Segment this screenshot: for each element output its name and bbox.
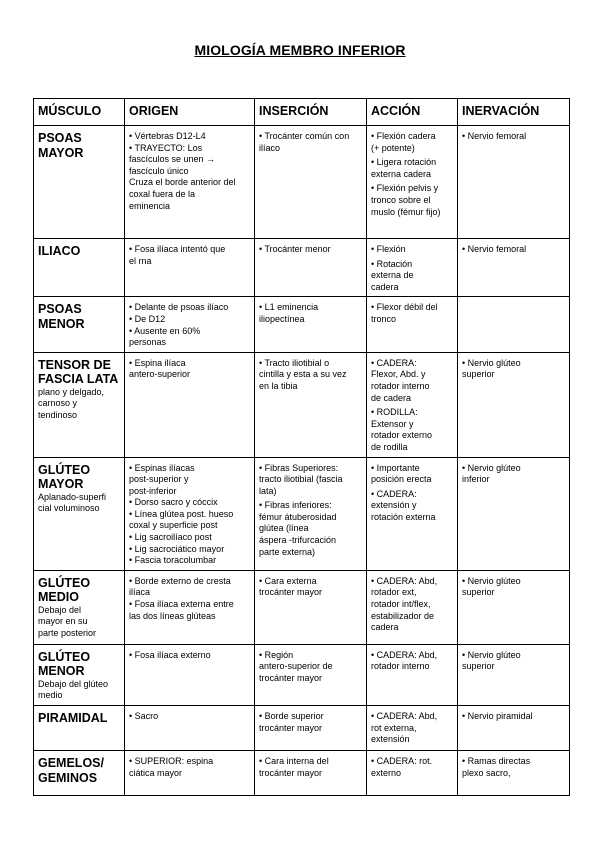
origen-cell [125, 570, 255, 644]
muscle-name: MAYOR [38, 477, 84, 491]
inervacion-cell [458, 239, 570, 297]
table-row [34, 126, 570, 239]
origen-line: fascículos se unen → [129, 154, 216, 165]
accion-line: Extensor y [371, 418, 414, 429]
insercion-line: ilíaco [259, 142, 281, 153]
insercion-cell [255, 751, 367, 796]
muscle-description: tendinoso [38, 409, 78, 420]
insercion-line: trocánter mayor [259, 722, 323, 733]
accion-line: • Ligera rotación [371, 157, 437, 168]
muscle-name: TENSOR DE [38, 357, 111, 372]
insercion-line: • Tracto iliotibial o [259, 357, 330, 368]
accion-line: • CADERA: Abd, [371, 575, 438, 586]
muscle-description: parte posterior [38, 628, 97, 639]
muscle-description: plano y delgado, [38, 386, 105, 397]
muscle-description: mayor en su [38, 616, 88, 627]
accion-line: rotador ext, [371, 587, 417, 598]
origen-line: coxal fuera de la [129, 188, 196, 199]
table-row [34, 239, 570, 297]
accion-cell [367, 751, 458, 796]
accion-line: externa de [371, 270, 414, 281]
accion-cell [367, 706, 458, 751]
origen-line: personas [129, 337, 167, 348]
origen-line: post-superior y [129, 474, 189, 485]
accion-cell [367, 239, 458, 297]
insercion-line: • Trocánter común con [259, 131, 350, 141]
origen-line: • Ausente en 60% [129, 325, 201, 336]
origen-line: • Vértebras D12-L4 [129, 131, 206, 141]
accion-line: externo [371, 767, 402, 778]
accion-line: de rodilla [371, 441, 408, 452]
accion-cell [367, 457, 458, 570]
origen-line: post-inferior [129, 485, 177, 496]
origen-line: • Dorso sacro y cóccix [129, 497, 218, 508]
accion-line: rotador interno [371, 380, 430, 391]
origen-line: • Línea glútea post. hueso [129, 508, 234, 519]
accion-line: • Flexión [371, 244, 406, 254]
inervacion-line: • Nervio glúteo [462, 357, 521, 368]
insercion-line: tracto iliotibial (fascia [259, 474, 343, 485]
muscle-name-cell [34, 239, 125, 297]
origen-cell [125, 457, 255, 570]
accion-line: • CADERA: Abd, [371, 711, 438, 722]
inervacion-cell [458, 644, 570, 705]
inervacion-cell [458, 352, 570, 457]
accion-line: • CADERA: [371, 357, 417, 368]
accion-line: de cadera [371, 392, 412, 403]
insercion-line: lata) [259, 485, 277, 496]
origen-line: • Fosa ilíaca intentó que [129, 244, 226, 254]
insercion-cell [255, 644, 367, 705]
table-row [34, 644, 570, 705]
accion-line: cadera [371, 281, 399, 292]
insercion-line: • Trocánter menor [259, 244, 331, 254]
muscle-description: Aplanado-superfi [38, 491, 107, 502]
insercion-cell [255, 297, 367, 352]
accion-cell [367, 352, 458, 457]
table-row [34, 706, 570, 751]
accion-line: estabilizador de [371, 610, 435, 621]
inervacion-line: • Nervio glúteo [462, 649, 521, 660]
accion-line: • Flexión cadera [371, 131, 436, 141]
accion-cell [367, 644, 458, 705]
origen-line: eminencia [129, 200, 171, 211]
accion-line: externa cadera [371, 168, 432, 179]
muscle-table [33, 98, 570, 796]
muscle-name: PSOAS [38, 131, 82, 145]
header-insercion: INSERCIÓN [255, 99, 367, 126]
header-accion: ACCIÓN [367, 99, 458, 126]
header-musculo: MÚSCULO [34, 99, 125, 126]
accion-line: tronco [371, 313, 397, 324]
origen-line: • De D12 [129, 313, 166, 324]
accion-line: • Rotación [371, 258, 413, 269]
origen-cell [125, 352, 255, 457]
inervacion-line: • Nervio femoral [462, 244, 527, 254]
origen-line: • Lig sacrociático mayor [129, 543, 225, 554]
origen-line: Cruza el borde anterior del [129, 177, 236, 188]
muscle-name: ILIACO [38, 244, 81, 258]
header-origen: ORIGEN [125, 99, 255, 126]
table-row [34, 352, 570, 457]
table-row [34, 570, 570, 644]
accion-line: extensión y [371, 500, 417, 511]
origen-line: las dos líneas glúteas [129, 610, 216, 621]
page-title: MIOLOGÍA MEMBRO INFERIOR [194, 42, 406, 58]
inervacion-cell [458, 457, 570, 570]
muscle-name: MEDIO [38, 590, 79, 605]
muscle-name-cell [34, 751, 125, 796]
insercion-cell [255, 239, 367, 297]
inervacion-line: superior [462, 369, 495, 380]
muscle-name: GLÚTEO [38, 575, 91, 590]
muscle-name: MENOR [38, 664, 85, 679]
accion-line: • Flexor débil del [371, 302, 438, 313]
muscle-name: MENOR [38, 316, 85, 331]
origen-line: • Espinas ilíacas [129, 462, 195, 473]
muscle-name: FASCIA LATA [38, 372, 119, 387]
accion-line: posición erecta [371, 474, 432, 485]
insercion-cell [255, 570, 367, 644]
accion-line: • CADERA: Abd, [371, 649, 438, 660]
insercion-cell [255, 126, 367, 239]
origen-cell [125, 126, 255, 239]
accion-line: • Importante [371, 462, 420, 473]
accion-line: rot externa, [371, 722, 417, 733]
accion-line: rotación externa [371, 511, 436, 522]
muscle-description: carnoso y [38, 398, 78, 409]
insercion-cell [255, 352, 367, 457]
insercion-line: parte externa) [259, 546, 316, 557]
accion-line: tronco sobre el [371, 194, 431, 205]
inervacion-line: • Nervio glúteo [462, 462, 521, 473]
origen-line: el rna [129, 255, 152, 266]
accion-line: rotador interno [371, 661, 430, 672]
insercion-line: • Fibras Superiores: [259, 462, 339, 473]
muscle-description: Debajo del [38, 604, 82, 615]
origen-line: coxal y superficie post [129, 520, 218, 531]
accion-line: rotador int/flex, [371, 599, 431, 610]
accion-line: extensión [371, 734, 410, 745]
muscle-name-cell [34, 297, 125, 352]
accion-line: • RODILLA: [371, 407, 418, 418]
accion-line: rotador externo [371, 430, 433, 441]
muscle-name: MAYOR [38, 145, 84, 160]
insercion-line: • Borde superior [259, 711, 324, 722]
inervacion-line: • Ramas directas [462, 756, 531, 767]
origen-line: • Fosa ilíaca externo [129, 649, 211, 660]
origen-cell [125, 751, 255, 796]
insercion-line: cintilla y esta a su vez [259, 369, 347, 380]
origen-cell [125, 644, 255, 705]
insercion-line: • Región [259, 649, 294, 660]
inervacion-line: • Nervio glúteo [462, 575, 521, 586]
muscle-name-cell [34, 644, 125, 705]
muscle-name: GEMINOS [38, 770, 98, 785]
origen-line: • TRAYECTO: Los [129, 142, 203, 153]
accion-line: • Flexión pelvis y [371, 183, 439, 194]
accion-line: cadera [371, 622, 399, 633]
muscle-name-cell [34, 457, 125, 570]
header-row [34, 99, 570, 126]
insercion-line: glútea (línea [259, 523, 309, 534]
accion-line: Flexor, Abd. y [371, 369, 426, 380]
header-inervacion: INERVACIÓN [458, 99, 570, 126]
inervacion-cell [458, 706, 570, 751]
insercion-line: • Cara externa [259, 575, 317, 586]
accion-line: (+ potente) [371, 142, 415, 153]
muscle-name: GLÚTEO [38, 649, 91, 664]
table-row [34, 297, 570, 352]
origen-cell [125, 706, 255, 751]
origen-line: • Sacro [129, 711, 159, 722]
muscle-description: Debajo del glúteo [38, 678, 109, 689]
origen-cell [125, 297, 255, 352]
origen-line: • Lig sacroilíaco post [129, 532, 212, 543]
inervacion-line: inferior [462, 474, 490, 485]
inervacion-line: plexo sacro, [462, 767, 511, 778]
muscle-description: medio [38, 690, 63, 701]
insercion-line: • L1 eminencia [259, 302, 319, 313]
accion-line: • CADERA: rot. [371, 756, 433, 767]
muscle-description: cial voluminoso [38, 503, 100, 514]
muscle-name: PSOAS [38, 302, 82, 317]
accion-line: muslo (fémur fijo) [371, 206, 441, 217]
insercion-line: trocánter mayor [259, 587, 323, 598]
insercion-line: trocánter mayor [259, 673, 323, 684]
origen-line: fascículo único [129, 165, 189, 176]
inervacion-cell [458, 297, 570, 352]
origen-line: • Fascia toracolumbar [129, 555, 217, 566]
origen-line: antero-superior [129, 369, 191, 380]
muscle-name-cell [34, 352, 125, 457]
muscle-name: GEMELOS/ [38, 756, 104, 771]
inervacion-cell [458, 751, 570, 796]
insercion-cell [255, 457, 367, 570]
muscle-name: PIRAMIDAL [38, 711, 108, 726]
inervacion-line: superior [462, 587, 495, 598]
muscle-name: GLÚTEO [38, 462, 91, 477]
inervacion-cell [458, 570, 570, 644]
origen-line: • SUPERIOR: espina [129, 756, 214, 767]
origen-cell [125, 239, 255, 297]
origen-line: • Delante de psoas ilíaco [129, 302, 229, 313]
insercion-line: • Cara interna del [259, 756, 329, 767]
insercion-line: iliopectínea [259, 313, 305, 324]
inervacion-line: • Nervio femoral [462, 131, 527, 141]
muscle-name-cell [34, 706, 125, 751]
insercion-line: antero-superior de [259, 661, 333, 672]
inervacion-line: • Nervio piramidal [462, 711, 533, 722]
origen-line: • Borde externo de cresta [129, 575, 231, 586]
table-row [34, 751, 570, 796]
muscle-name-cell [34, 126, 125, 239]
insercion-line: trocánter mayor [259, 767, 323, 778]
insercion-cell [255, 706, 367, 751]
insercion-line: fémur átuberosidad [259, 511, 337, 522]
inervacion-cell [458, 126, 570, 239]
insercion-line: áspera -trifurcación [259, 535, 337, 546]
origen-line: • Espina ilíaca [129, 357, 186, 368]
accion-line: • CADERA: [371, 488, 417, 499]
accion-cell [367, 126, 458, 239]
insercion-line: en la tibia [259, 380, 298, 391]
accion-cell [367, 570, 458, 644]
origen-line: ciática mayor [129, 767, 183, 778]
table-row [34, 457, 570, 570]
inervacion-line: superior [462, 661, 495, 672]
muscle-name-cell [34, 570, 125, 644]
origen-line: ilíaca [129, 587, 151, 598]
accion-cell [367, 297, 458, 352]
origen-line: • Fosa ilíaca externa entre [129, 599, 234, 610]
insercion-line: • Fibras inferiores: [259, 500, 332, 511]
